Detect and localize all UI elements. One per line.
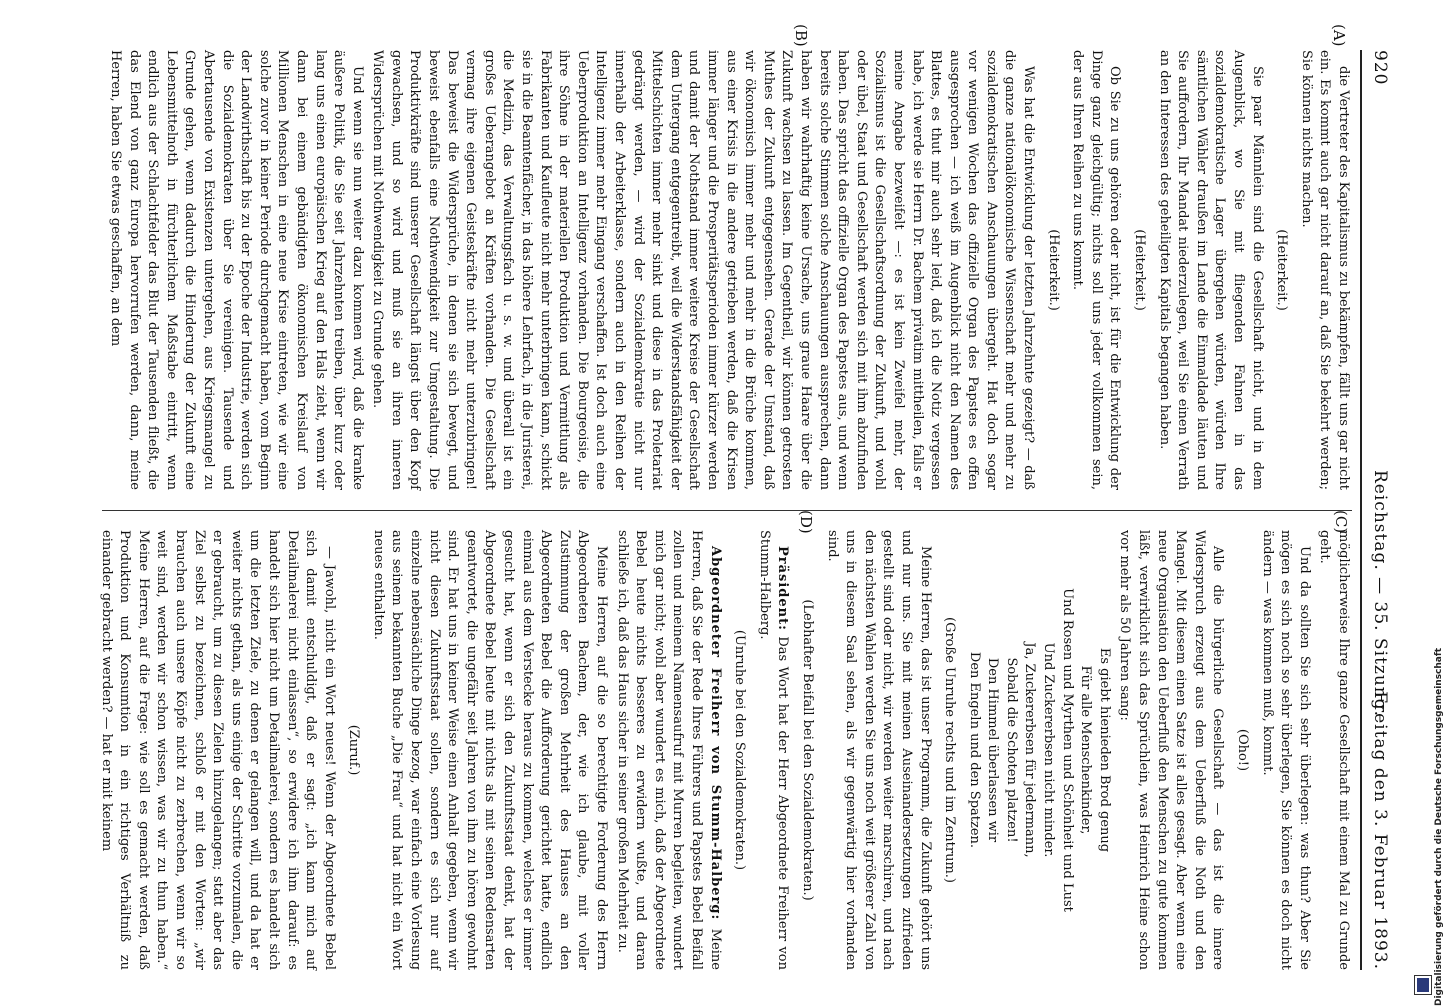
paragraph — [368, 50, 1037, 490]
column-divider — [102, 510, 1352, 511]
paragraph — [1315, 530, 1352, 970]
paragraph-text: Es giebt hienieden Brod genug — [1096, 647, 1112, 853]
paragraph — [105, 50, 365, 490]
paragraph-text: Alle die bürgerliche Gesellschaft — das ist die innere Widerspruch erzeugt aus dem Ueberfluß die Noth und den Mangel. Mit diesem einen Satze ist alles gesagt. Aber wenn eine neue Organisation den Ueberfluß den Menschen zu gute kommen läßt, verwirklicht sich das Sprüchlein, was Heinrich Heine schon vor mehr als 50 Jahren sang: — [1117, 530, 1226, 970]
paragraph-text: (Heiterkeit.) — [1045, 229, 1061, 311]
stage-direction — [940, 530, 959, 970]
paragraph — [612, 530, 724, 970]
paragraph-text: Meine Herren, auf die so berechtigte Forderung des Herrn Abgeordneten Bachem, der, wie ich glaube, mit voller Zustimmung der großen Mehrheit des Hauses an den Abgeordneten Bebel die Aufforderung gerichtet hatte, endlich einmal aus dem Verstecke heraus zu kommen, welches er immer gesucht hat, wenn er sich den Zukunftsstaat denkt, hat der Abgeordnete Bebel heute mit nichts als mit seinen Redensarten geantwortet, die ungefähr seit Jahren von ihm zu hören gewohnt sind. Er hat uns in keiner Weise einen Anhalt gegeben, wenn wir nicht diesen Zukunftsstaat sollen, sondern es sich nur auf einzelne nebensächliche Dinge bezog, war einfach eine Vorlesung aus seinem bekannten Buche „Die Frau“ und hat nicht ein Wort neues enthalten. — [370, 530, 610, 970]
paragraph-text: (Lebhafter Beifall bei den Sozialdemokraten.) — [799, 599, 815, 901]
paragraph-text: Und Rosen und Myrthen und Schönheit und Lust — [1059, 588, 1075, 912]
paragraph — [1257, 530, 1313, 970]
credit-text: Digitalisierung gefördert durch die Deutsche Forschungsgemeinschaft — [1434, 647, 1444, 1006]
paragraph-text: Meine Herren, das ist unser Programm, die Zukunft gehört uns und nur uns. Sie mit meinen Auseinandersetzungen zufrieden gestellt sind oder nicht, wir werden weiter marschiren, und nach den nächsten Wahlen werden Sie uns noch weit größerer Zahl von uns in diesem Saal sehen, als wir gegenwärtig hier vorhanden sind. — [824, 530, 933, 970]
paragraph — [1115, 530, 1227, 970]
page-header — [1356, 50, 1396, 970]
paragraph-text: (Heiterkeit.) — [1274, 229, 1290, 311]
paragraph-text: Ja, Zuckererbsen für jedermann, — [1022, 642, 1038, 858]
session-date: Freitag den 3. Februar 1893. — [1370, 691, 1390, 970]
paragraph-text: Und da sollten Sie sich sehr überlegen: was thun? Aber Sie mögen es sich noch so sehr überlegen, Sie können es doch nicht ändern — was kommen muß, kommt. — [1259, 530, 1312, 970]
paragraph-text: Ob Sie zu uns gehören oder nicht, ist für die Entwicklung der Dinge ganz gleichgültig; nichts soll uns jeder vollkommen sein, der aus Ihren Reihen zu uns kommt. — [1070, 50, 1123, 490]
paragraph — [1068, 50, 1124, 490]
paragraph — [1154, 50, 1266, 490]
paragraph-text: Meine Herren, daß Sie der Rede Ihres Führers und Papstes Bebel Beifall zollen und meinem Namensaufruf mit Murren begleiten, wundert mich gar nicht; wohl aber wundert es mich, daß der Abgeordnete Bebel heute nichts besseres zu erwidern wußte, und daran schließe ich, daß das Haus sicher in seiner großen Mehrheit zu. — [614, 530, 723, 970]
dfg-logo-icon — [1414, 975, 1432, 995]
poem-line — [1001, 530, 1020, 970]
speaker-name: Abgeordneter Freiherr von Stumm-Halberg: — [707, 546, 723, 921]
paragraph-text: (Heiterkeit.) — [1132, 229, 1148, 311]
stage-direction — [1043, 50, 1062, 490]
paragraph — [754, 530, 791, 970]
paragraph-text: (Unruhe bei den Sozialdemokraten.) — [732, 629, 748, 871]
poem-line — [1076, 530, 1095, 970]
paragraph-text: Den Himmel überlassen wir — [985, 657, 1001, 843]
poem-line — [964, 530, 983, 970]
speaker-name: Präsident: — [775, 546, 791, 631]
margin-marker-a: (A) — [1330, 24, 1348, 47]
paragraph-text: (Oho!) — [1235, 728, 1251, 772]
paragraph-text: Sie paar Männlein sind die Gesellschaft nicht, und in dem Augenblick, wo Sie mit fliegenden Fahnen in das sozialdemokratische Lager übergehen würden, würden Ihre sämtlichen Wähler draußen im Lande die Einmaldade läuten und Sie auffordern, Ihr Mandat niederzulegen, weil Sie einen Verrath an den Interessen des geheiligten Kapitals begangen haben. — [1156, 50, 1265, 490]
stage-direction — [344, 530, 363, 970]
stage-direction — [1129, 50, 1148, 490]
stage-direction — [1232, 530, 1251, 970]
paragraph-text: Was hat die Entwicklung der letzten Jahrzehnte gezeigt? — daß die ganze nationalökonomische Wissenschaft mehr und mehr zu sozialdemokratischen Anschauungen übergeht. Hat doch sogar vor wenigen Wochen das offizielle Organ des Papstes es offen ausgesprochen — ich weiß im Augenblick nicht den Namen des Blattes, es thut mir auch sehr leid, daß ich die Notiz vergessen habe, ich werde sie Herrn Dr. Bachem privatim mittheilen, falls er meine Angabe bezweifelt —: es ist kein Zweifel mehr, der Sozialismus ist die Gesellschaftsordnung der Zukunft, und wohl oder übel, Staat und Gesellschaft werden sich mit ihm abzufinden haben. Das spricht das offizielle Organ des Papstes aus, und wenn bereits solche Stimmen solche Anschauungen aussprechen, dann haben wir wahrhaftig keine Ursache, uns graue Haare über die Zukunft wachsen zu lassen. Im Gegentheil, wir können getrosten Muthes der Zukunft entgegensehen. Gerade der Umstand, daß wir ökonomisch immer mehr und mehr in die Brüche kommen, aus einer Krisis in die andere getrieben werden, daß die Krisen immer länger und die Prosperitätsperioden immer kürzer werden und damit der Nothstand immer weitere Kreise der Gesellschaft dem Untergang entgegentreibt, weil die Widerstandsfähigkeit der Mittelschichten immer mehr sinkt und diese in das Proletariat gedrängt werden, — wird der Sozialdemokratie nicht nur innerhalb der Arbeiterklasse, sondern auch in den Reihen der Intelligenz immer mehr Eingang verschaffen. Ist doch auch eine Ueberproduktion an Intelligenz vorhanden. Die Bourgeoisie, die ihre Söhne in der materiellen Produktion und Vermittlung als Fabrikanten und Kaufleute nicht mehr unterbringen kann, schickt sie in die Beamtenfächer, in das höhere Lehrfach, in die Juristerei, die Medizin, das Verwaltungsfach u. s. w. und überall ist ein großes Ueberangebot an Kräften vorhanden. Die Gesellschaft vermag ihre eigenen Geisteskräfte nicht mehr unterzubringen! Das beweist die Widersprüche, in denen sie sich bewegt, und beweist ebenfalls eine Nothwendigkeit zur Umgestaltung. Die Produktivkräfte sind unserer Gesellschaft längst über den Kopf gewachsen, und so wird und muß sie an ihren inneren Widersprüchen mit Nothwendigkeit zu Grunde gehen. — [370, 50, 1037, 490]
header-rule — [1360, 50, 1362, 970]
right-text-column — [98, 530, 1352, 970]
paragraph-text: Für alle Menschenkinder, — [1078, 665, 1094, 835]
poem-line — [983, 530, 1002, 970]
paragraph-text: die Vertreter des Kapitalismus zu bekämpfen, fällt uns gar nicht ein. Es kommt auch gar nicht darauf an, daß Sie bekehrt werden; Sie können nichts machen. — [1298, 50, 1351, 490]
margin-marker-c: (C) — [1332, 510, 1350, 534]
poem-line — [1039, 530, 1058, 970]
paragraph-text: Sobald die Schoten platzen! — [1003, 657, 1019, 843]
paragraph — [96, 530, 338, 970]
paragraph-text: — Jawohl, nicht ein Wort neues! Wenn der Abgeordnete Bebel sich damit entschuldigt, daß er sagt: „ich kann mich auf Detailmalerei nicht einlassen“, so erwidere ich ihm darauf: es handelt sich hier nicht um Detailmalerei, sondern es handelt sich um die letzten Ziele, zu denen er gelangen will, und da hat er weiter nichts gethan, als uns einige der Schritte vorzumalen, die er gebraucht, um zu diesen Zielen hinzugelangen; statt aber das Ziel selbst zu bezeichnen, schloß er mit den Worten: „wir brauchen auch unsere Köpfe nicht zu zerbrechen, wenn wir so weit sind, werden wir schon wissen, was wir zu thun haben.“ Meine Herren, auf die Frage: wie soll es gemacht werden, daß Produktion und Konsumtion in ein richtiges Verhältniß zu einander gebracht werden? — hat er mit keinem — [98, 530, 337, 970]
dfg-logo-mark — [1417, 978, 1429, 992]
paragraph-text: Und wenn sie nun weiter dazu kommen wird, daß die kranke äußere Politik, die Sie seit Jahrzehnten treiben, über kurz oder lang uns einen europäischen Krieg auf den Hals zieht, wenn wir dann bei einem gebändigten ökonomischen Kreislauf von Millionen Menschen in eine neue Krise eintreten, wie wir eine solche zuvor in keiner Periode durchgemacht haben, vom Beginn der Landwirthschaft bis zu der Epoche der Industrie, werden sich die Sozialdemokraten über Sie vereinigen. Tausende und Abertausende von Existenzen untergehen, aus Kriegsmangel zu Grunde gehen, wenn dadurch die Hinderung der Zukunft eine Lebensmittelnoth in fürchterlichem Maßstabe eintritt, wenn endlich aus der Schlachtfelder das Blut der Tausenden fließt, die das Elend von ganz Europa hervorrufen werden, dann, meine Herren, haben Sie etwas geschaffen, an dem — [108, 50, 365, 490]
running-title: Reichstag. — 35. Sitzung. — [1370, 470, 1390, 718]
stage-direction — [730, 530, 749, 970]
margin-marker-d: (D) — [797, 510, 815, 534]
paragraph-text: Und Zuckererbsen nicht minder. — [1041, 642, 1057, 858]
paragraph — [822, 530, 934, 970]
paragraph-text: Das Wort hat der Herr Abgeordnete Freiherr von Stumm-Halberg. — [756, 530, 791, 970]
paragraph — [368, 530, 610, 970]
margin-marker-b: (B) — [792, 24, 810, 47]
stage-direction — [797, 530, 816, 970]
paragraph-text: möglicherweise Ihre ganze Gesellschaft mit einem Mal zu Grunde geht. — [1317, 530, 1351, 970]
paragraph-text: (Große Unruhe rechts und im Zentrum.) — [942, 617, 958, 883]
digitization-credit — [1416, 10, 1444, 1006]
scanned-page — [90, 10, 1410, 990]
poem-line — [1057, 530, 1076, 970]
paragraph-text: Den Engeln und den Spatzen. — [966, 651, 982, 849]
stage-direction — [1272, 50, 1291, 490]
poem-line — [1094, 530, 1113, 970]
page-number: 920 — [1370, 50, 1390, 86]
poem-line — [1020, 530, 1039, 970]
paragraph — [1296, 50, 1352, 490]
left-text-column — [102, 50, 1352, 490]
paragraph-text: (Zuruf.) — [346, 724, 362, 776]
